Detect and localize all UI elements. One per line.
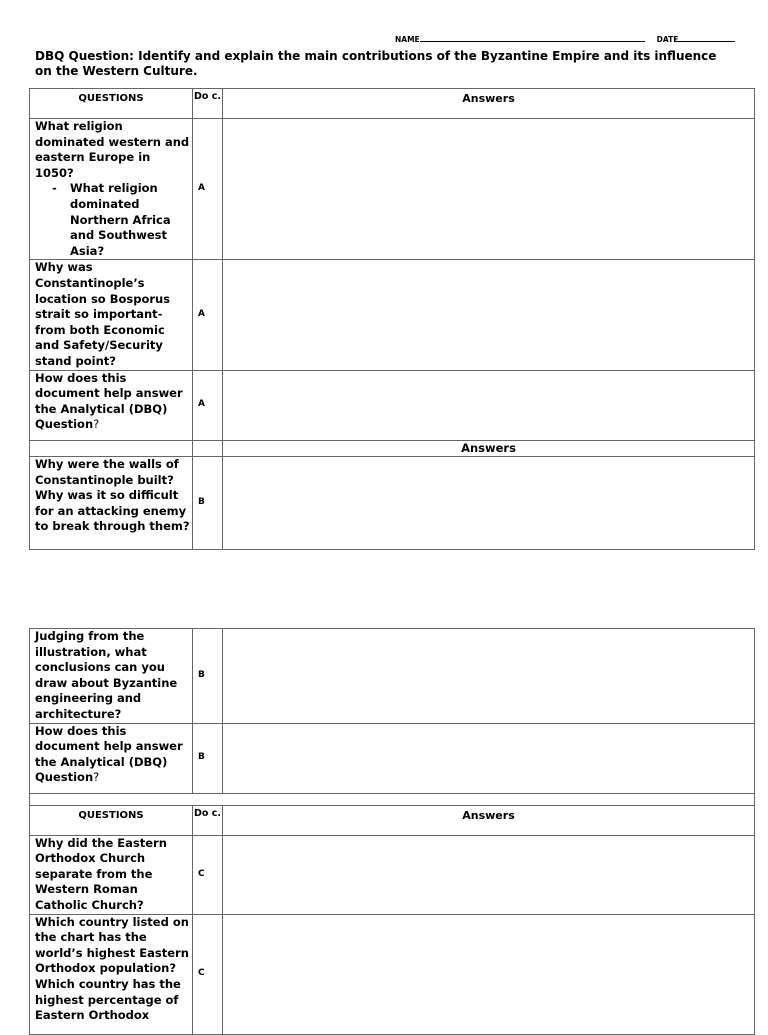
name-date-line [395,33,735,44]
table-header-row [30,89,755,119]
question-cell [30,723,193,793]
doc-cell: B [193,723,223,793]
questions-header: QUESTIONS [30,805,193,835]
table-row [30,370,755,440]
dbq-table-doc-a-b [29,88,755,550]
answer-cell[interactable] [223,370,755,440]
table-row [30,260,755,370]
doc-cell: B [193,457,223,550]
question-cell: Why were the walls of Constantinople built? Why was it so difficult for an attacking enemy to break through them? [30,457,193,550]
answer-cell[interactable] [223,260,755,370]
table-row [30,723,755,793]
doc-cell: C [193,835,223,914]
doc-header: Do c. [193,89,223,119]
name-field[interactable] [420,33,645,42]
question-cell: Which country listed on the chart has the world’s highest Eastern Orthodox population? Which country has the highest percentage of Eastern Orthodox [30,914,193,1034]
answers-header: Answers [223,89,755,119]
table-row [30,835,755,914]
answer-cell[interactable] [223,914,755,1034]
date-label: DATE [656,35,679,44]
answer-cell[interactable] [223,629,755,724]
table-header-row [30,805,755,835]
table-row [30,914,755,1034]
doc-header: Do c. [193,805,223,835]
answers-header: Answers [223,805,755,835]
question-end: ? [93,770,100,785]
answer-cell[interactable] [223,119,755,260]
table-row [30,457,755,550]
answers-subheader-row [30,440,755,457]
question-cell: Why was Constantinople’s location so Bosporus strait so important- from both Economic and Safety/Security stand point? [30,260,193,370]
answer-cell[interactable] [223,835,755,914]
table-row [30,119,755,260]
doc-cell: A [193,260,223,370]
question-end: ? [93,417,100,432]
doc-cell: C [193,914,223,1034]
blank-cell [30,793,755,805]
table-row [30,629,755,724]
sub-question-text: What religion dominated Northern Africa and Southwest Asia? [70,181,171,258]
doc-cell: A [193,119,223,260]
date-field[interactable] [678,33,735,42]
questions-header: QUESTIONS [30,89,193,119]
name-label: NAME [395,35,420,44]
dbq-table-doc-b-continued [29,628,755,1035]
blank-cell [193,440,223,457]
question-cell [30,370,193,440]
bullet-dash: - [52,181,57,196]
question-text: How does this document help answer the Analytical (DBQ) Question [35,723,183,785]
question-cell: Judging from the illustration, what conclusions can you draw about Byzantine engineering and architecture? [30,629,193,724]
answer-cell[interactable] [223,723,755,793]
doc-cell: B [193,629,223,724]
spacer-row [30,793,755,805]
question-cell [30,119,193,260]
doc-cell: A [193,370,223,440]
question-text: How does this document help answer the Analytical (DBQ) Question [35,370,183,432]
sub-question [35,181,192,259]
question-text: What religion dominated western and eastern Europe in 1050? [35,119,190,180]
question-cell: Why did the Eastern Orthodox Church separate from the Western Roman Catholic Church? [30,835,193,914]
dbq-question: DBQ Question: Identify and explain the main contributions of the Byzantine Empire and its influence on the Western Culture. [35,49,717,78]
answer-cell[interactable] [223,457,755,550]
blank-cell [30,440,193,457]
answers-subheader: Answers [223,440,755,457]
